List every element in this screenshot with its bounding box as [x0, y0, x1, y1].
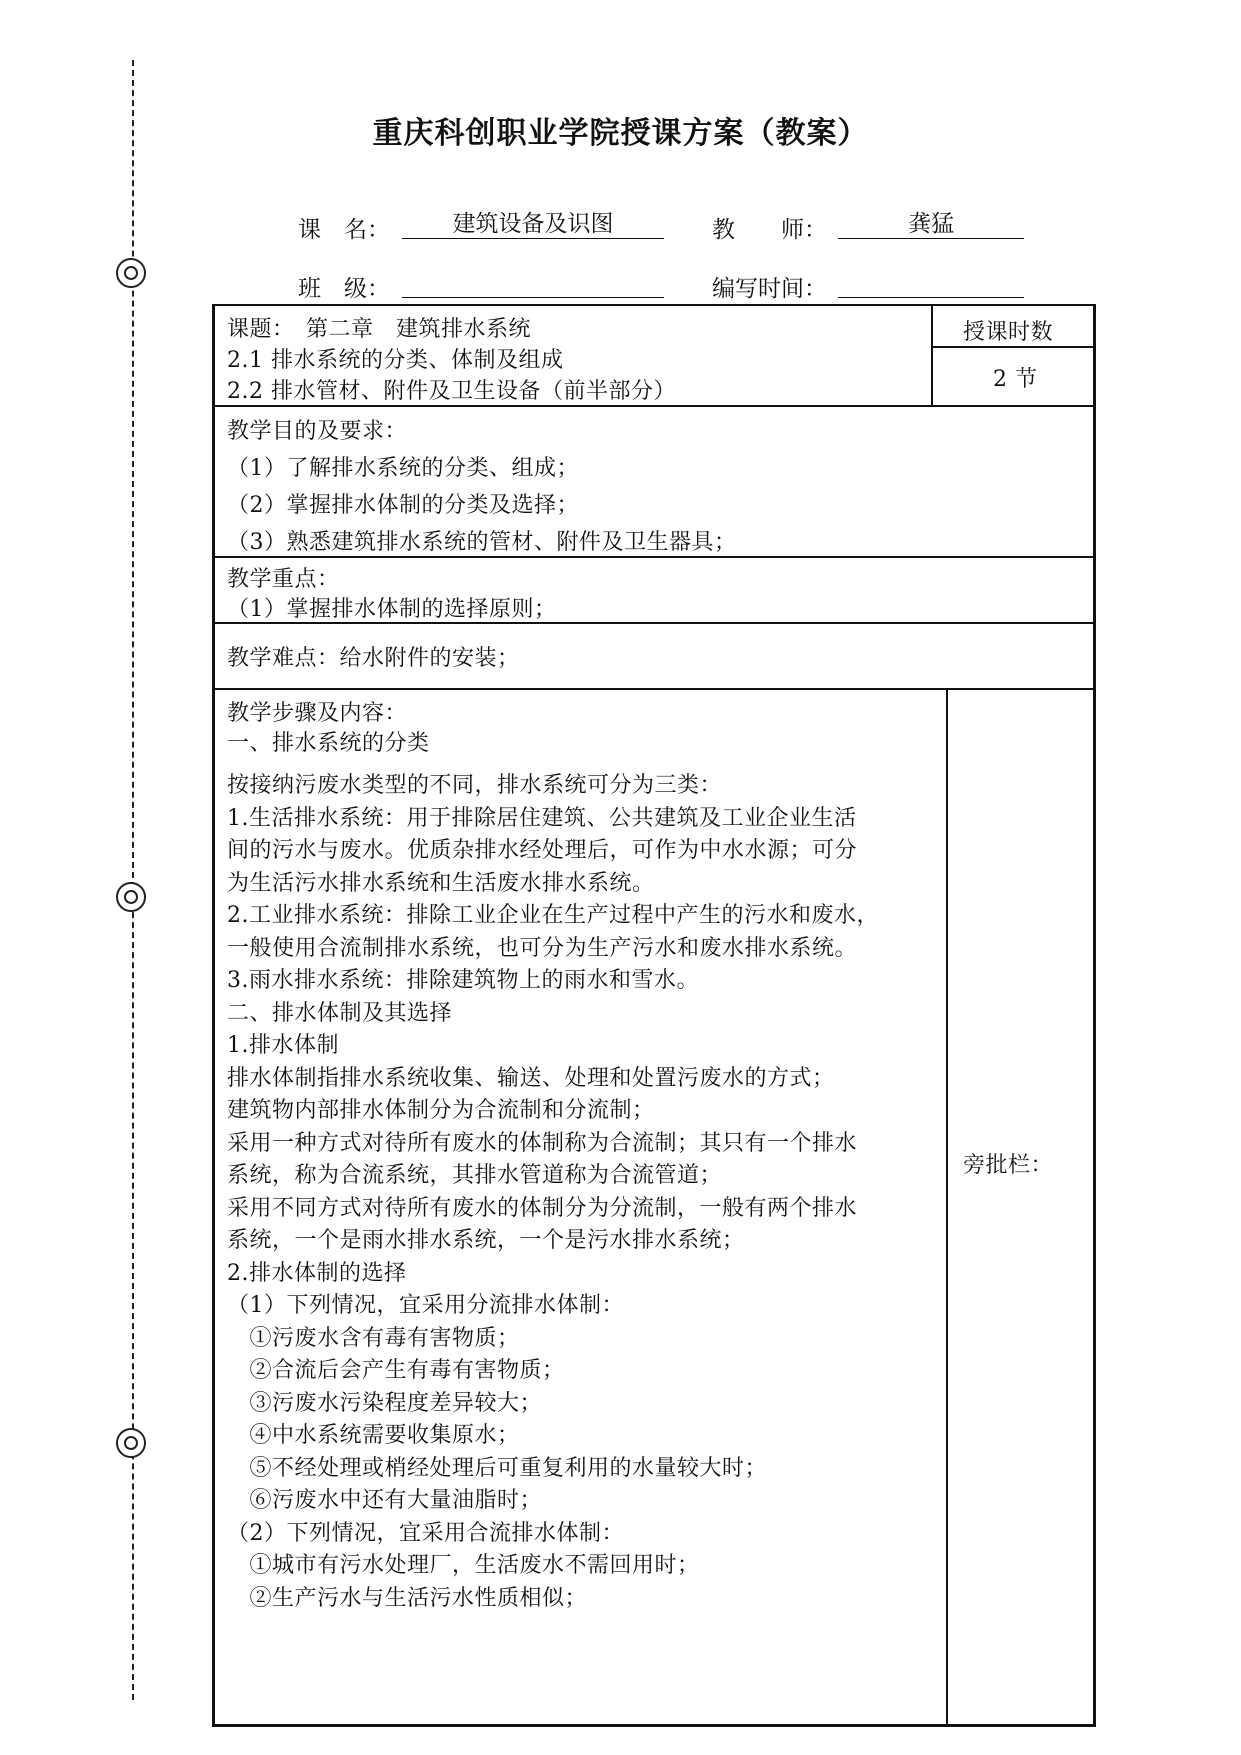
content-line: 一般使用合流制排水系统，也可分为生产污水和废水排水系统。 [227, 935, 858, 961]
content-line: 1.排水体制 [227, 1033, 339, 1058]
difficulty-text: 教学难点：给水附件的安装； [227, 646, 520, 671]
content-line: ④中水系统需要收集原水； [227, 1423, 520, 1448]
content-line: 系统，称为合流系统，其排水管道称为合流管道； [227, 1163, 723, 1188]
content-line: 1.生活排水系统：用于排除居住建筑、公共建筑及工业企业生活 [227, 805, 857, 831]
course-value: 建筑设备及识图 [402, 210, 664, 239]
content-line: 2.排水体制的选择 [227, 1260, 407, 1286]
page-title: 重庆科创职业学院授课方案（教案） [372, 116, 869, 151]
objective-item: （2）掌握排水体制的分类及选择； [227, 493, 579, 518]
key-points-heading: 教学重点： [227, 567, 340, 592]
content-line: （1）下列情况，宜采用分流排水体制： [227, 1293, 624, 1318]
content-line: 3.雨水排水系统：排除建筑物上的雨水和雪水。 [227, 968, 699, 993]
section-heading: 一、排水系统的分类 [227, 731, 430, 756]
course-label: 课 名： [298, 217, 390, 243]
content-line: 采用一种方式对待所有废水的体制称为合流制；其只有一个排水 [227, 1130, 858, 1156]
hours-value: 2 节 [993, 367, 1038, 392]
binding-hole-icon [116, 882, 146, 912]
date-label: 编写时间： [712, 276, 827, 302]
content-line: 采用不同方式对待所有废水的体制分为分流制，一般有两个排水 [227, 1195, 858, 1221]
objectives-heading: 教学目的及要求： [227, 419, 408, 444]
topic-subsection-2: 2.2 排水管材、附件及卫生设备（前半部分） [227, 379, 676, 404]
content-line: ①污废水含有毒有害物质； [227, 1325, 520, 1351]
hours-label: 授课时数 [963, 320, 1054, 345]
class-value [402, 269, 664, 298]
content-line: ①城市有污水处理厂，生活废水不需回用时； [227, 1553, 700, 1578]
content-line: 二、排水体制及其选择 [227, 1000, 453, 1026]
teacher-value: 龚猛 [838, 210, 1024, 239]
objective-item: （3）熟悉建筑排水系统的管材、附件及卫生器具； [227, 530, 737, 555]
content-line: 排水体制指排水系统收集、输送、处理和处置污废水的方式； [227, 1065, 835, 1091]
side-note-label: 旁批栏： [963, 1153, 1054, 1178]
content-line: （2）下列情况，宜采用合流排水体制： [227, 1520, 624, 1546]
content-line: ③污废水污染程度差异较大； [227, 1390, 543, 1416]
binding-hole-icon [116, 1428, 146, 1458]
key-point-item: （1）掌握排水体制的选择原则； [227, 597, 557, 622]
topic-subsection-1: 2.1 排水系统的分类、体制及组成 [227, 348, 564, 373]
content-line: 2.工业排水系统：排除工业企业在生产过程中产生的污水和废水， [227, 903, 879, 928]
steps-content [227, 770, 947, 1615]
content-line: 系统，一个是雨水排水系统，一个是污水排水系统； [227, 1228, 745, 1253]
objective-item: （1）了解排水系统的分类、组成； [227, 456, 579, 481]
content-line: 为生活污水排水系统和生活废水排水系统。 [227, 870, 655, 896]
content-line: 按接纳污废水类型的不同，排水系统可分为三类： [227, 773, 723, 798]
topic-title: 课题： 第二章 建筑排水系统 [227, 317, 532, 342]
teacher-label: 教 师： [712, 217, 827, 243]
class-label: 班 级： [298, 276, 390, 302]
binding-hole-icon [116, 258, 146, 288]
content-line: ⑤不经处理或梢经处理后可重复利用的水量较大时； [227, 1455, 768, 1481]
content-line: 建筑物内部排水体制分为合流制和分流制； [227, 1098, 655, 1123]
date-value [838, 269, 1024, 298]
content-line: ②生产污水与生活污水性质相似； [227, 1585, 588, 1611]
content-line: 间的污水与废水。优质杂排水经处理后，可作为中水水源；可分 [227, 838, 858, 863]
content-line: ②合流后会产生有毒有害物质； [227, 1358, 565, 1383]
content-line: ⑥污废水中还有大量油脂时； [227, 1488, 543, 1513]
steps-heading: 教学步骤及内容： [227, 701, 408, 726]
